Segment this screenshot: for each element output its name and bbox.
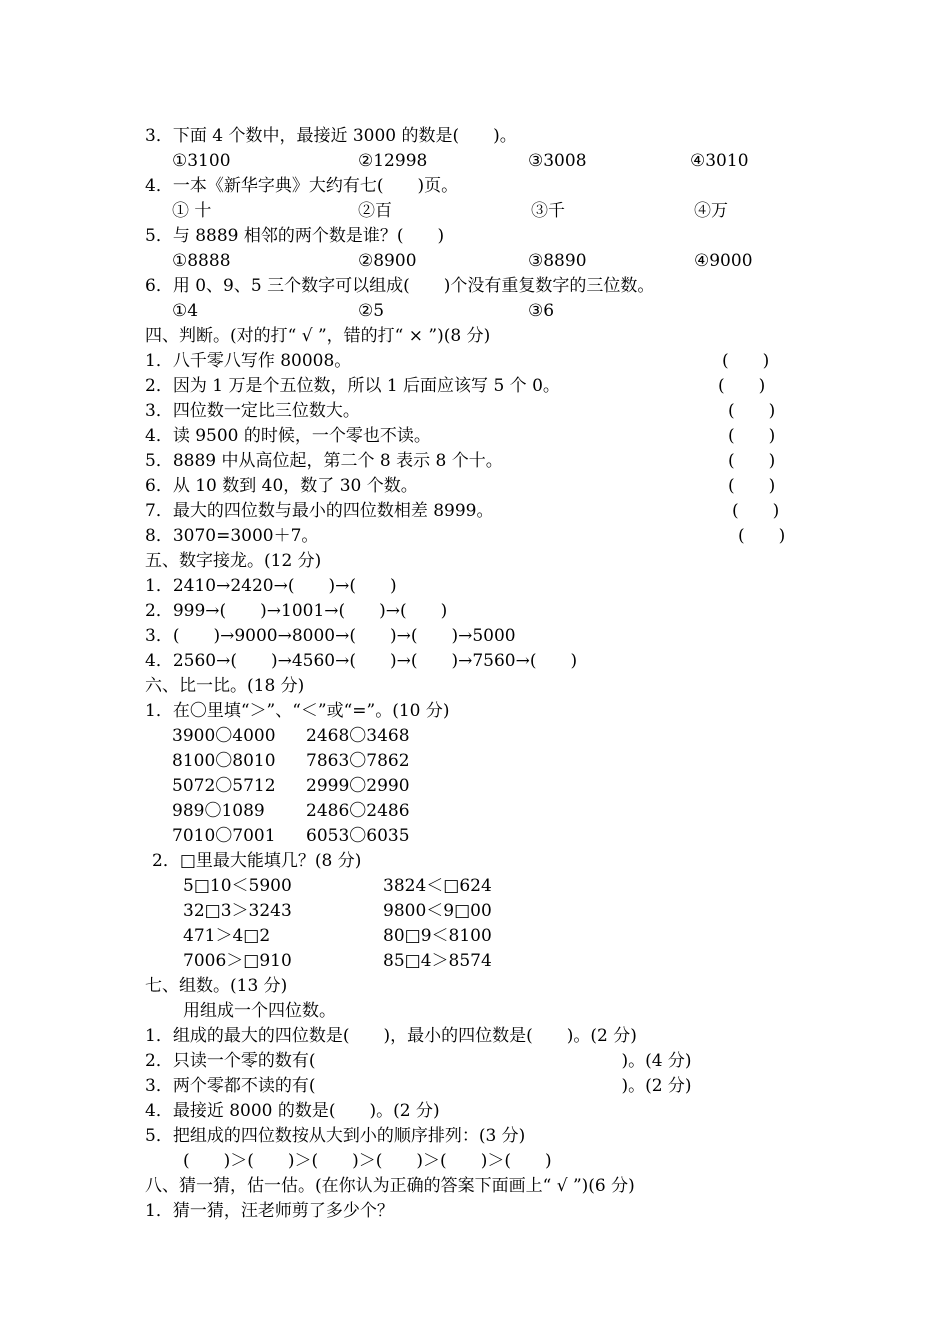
compare-item: 2468〇3468 — [306, 726, 410, 746]
compose-item: 1．组成的最大的四位数是( )，最小的四位数是( )。(2 分) — [145, 1026, 637, 1046]
compare-item: 5072〇5712 — [172, 776, 276, 796]
section-8-q1: 1．猜一猜，汪老师剪了多少个？ — [145, 1201, 394, 1221]
fill-item: 9800＜9□00 — [383, 901, 492, 921]
q3-option: ③3008 — [528, 151, 587, 171]
answer-paren[interactable]: ( ) — [728, 401, 776, 421]
fill-item: 5□10＜5900 — [183, 876, 292, 896]
q4-option: ③千 — [531, 201, 565, 221]
answer-paren[interactable]: ( ) — [728, 451, 776, 471]
q6-option: ②5 — [358, 301, 385, 321]
compare-item: 6053〇6035 — [306, 826, 410, 846]
judge-item: 5．8889 中从高位起，第二个 8 表示 8 个十。 — [145, 451, 503, 471]
chain-item: 1．2410→2420→( )→( ) — [145, 576, 397, 596]
q3-option: ②12998 — [358, 151, 428, 171]
answer-paren[interactable]: ( ) — [728, 476, 776, 496]
chain-item: 3．( )→9000→8000→( )→( )→5000 — [145, 626, 516, 646]
fill-item: 80□9＜8100 — [383, 926, 492, 946]
section-5-heading: 五、数字接龙。(12 分) — [145, 551, 322, 571]
compare-item: 8100〇8010 — [172, 751, 276, 771]
section-6-sub1: 1．在〇里填“＞”、“＜”或“=”。(10 分) — [145, 701, 450, 721]
judge-item: 6．从 10 数到 40，数了 30 个数。 — [145, 476, 418, 496]
q5-option: ③8890 — [528, 251, 587, 271]
compare-item: 989〇1089 — [172, 801, 265, 821]
q3-title: 3．下面 4 个数中，最接近 3000 的数是( )。 — [145, 126, 517, 146]
section-4-heading: 四、判断。(对的打“ √ ”，错的打“ × ”)(8 分) — [145, 326, 491, 346]
answer-paren[interactable]: ( ) — [732, 501, 780, 521]
compare-item: 2486〇2486 — [306, 801, 410, 821]
section-6-sub2: 2．□里最大能填几？(8 分) — [152, 851, 362, 871]
fill-item: 3824＜□624 — [383, 876, 492, 896]
judge-item: 1．八千零八写作 80008。 — [145, 351, 352, 371]
q3-option: ④3010 — [690, 151, 749, 171]
fill-item: 471＞4□2 — [183, 926, 271, 946]
compare-item: 7010〇7001 — [172, 826, 276, 846]
judge-item: 3．四位数一定比三位数大。 — [145, 401, 360, 421]
answer-paren[interactable]: ( ) — [738, 526, 786, 546]
fill-item: 32□3＞3243 — [183, 901, 292, 921]
compare-item: 2999〇2990 — [306, 776, 410, 796]
q4-option: ① 十 — [172, 201, 212, 221]
q3-option: ①3100 — [172, 151, 231, 171]
order-sequence: ( )＞( )＞( )＞( )＞( )＞( ) — [183, 1151, 552, 1171]
q5-option: ④9000 — [694, 251, 753, 271]
compose-item: 4．最接近 8000 的数是( )。(2 分) — [145, 1101, 440, 1121]
q4-option: ④万 — [694, 201, 728, 221]
q5-option: ②8900 — [358, 251, 417, 271]
section-7-heading: 七、组数。(13 分) — [145, 976, 288, 996]
judge-item: 7．最大的四位数与最小的四位数相差 8999。 — [145, 501, 494, 521]
section-6-heading: 六、比一比。(18 分) — [145, 676, 305, 696]
q4-option: ②百 — [358, 201, 392, 221]
compose-item: 2．只读一个零的数有( )。(4 分) — [145, 1051, 692, 1071]
section-7-intro: 用组成一个四位数。 — [183, 1001, 336, 1021]
fill-item: 7006＞□910 — [183, 951, 292, 971]
answer-paren[interactable]: ( ) — [718, 376, 766, 396]
q6-option: ①4 — [172, 301, 199, 321]
section-8-heading: 八、猜一猜，估一估。(在你认为正确的答案下面画上“ √ ”)(6 分) — [145, 1176, 635, 1196]
q5-option: ①8888 — [172, 251, 231, 271]
q6-title: 6．用 0、9、5 三个数字可以组成( )个没有重复数字的三位数。 — [145, 276, 655, 296]
judge-item: 2．因为 1 万是个五位数，所以 1 后面应该写 5 个 0。 — [145, 376, 560, 396]
compare-item: 3900〇4000 — [172, 726, 276, 746]
fill-item: 85□4＞8574 — [383, 951, 492, 971]
compare-item: 7863〇7862 — [306, 751, 410, 771]
chain-item: 4．2560→( )→4560→( )→( )→7560→( ) — [145, 651, 578, 671]
compose-item: 3．两个零都不读的有( )。(2 分) — [145, 1076, 692, 1096]
q6-option: ③6 — [528, 301, 555, 321]
answer-paren[interactable]: ( ) — [722, 351, 770, 371]
q5-title: 5．与 8889 相邻的两个数是谁？( ) — [145, 226, 445, 246]
q4-title: 4．一本《新华字典》大约有七( )页。 — [145, 176, 459, 196]
chain-item: 2．999→( )→1001→( )→( ) — [145, 601, 448, 621]
answer-paren[interactable]: ( ) — [728, 426, 776, 446]
judge-item: 4．读 9500 的时候，一个零也不读。 — [145, 426, 431, 446]
judge-item: 8．3070=3000＋7。 — [145, 526, 319, 546]
compose-item: 5．把组成的四位数按从大到小的顺序排列：(3 分) — [145, 1126, 526, 1146]
